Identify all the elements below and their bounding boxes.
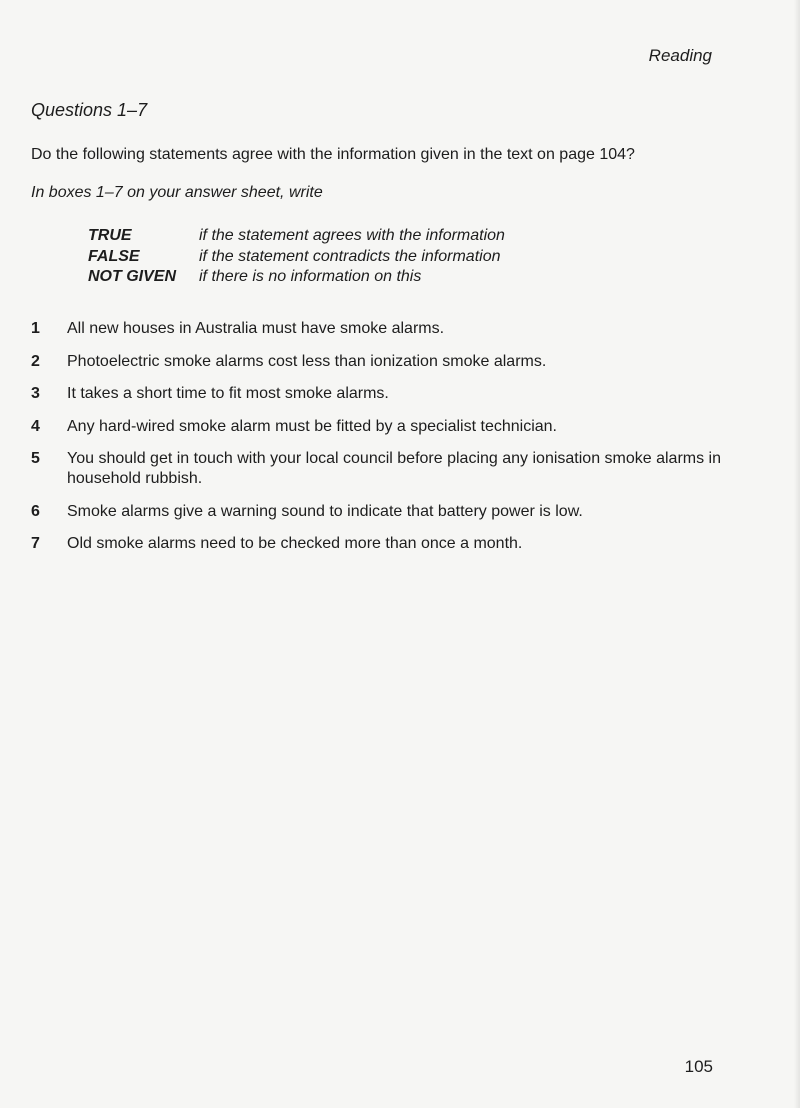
key-meaning: if the statement agrees with the information	[199, 227, 505, 244]
statement-text: Photoelectric smoke alarms cost less than ionization smoke alarms.	[67, 352, 547, 370]
answer-sheet-instruction: In boxes 1–7 on your answer sheet, write	[31, 184, 323, 201]
statement-item	[31, 417, 721, 437]
key-term: FALSE	[88, 247, 140, 265]
statement-number: 6	[31, 502, 40, 520]
statement-item	[31, 384, 721, 404]
statement-text: Old smoke alarms need to be checked more than once a month.	[67, 535, 523, 552]
questions-heading: Questions 1–7	[31, 100, 148, 120]
statement-number: 1	[31, 320, 40, 337]
section-header: Reading	[648, 46, 712, 65]
key-row-true	[88, 226, 505, 247]
key-term: TRUE	[88, 227, 132, 244]
page-number: 105	[684, 1057, 713, 1076]
page-edge-shadow	[794, 0, 800, 1108]
statement-text: Smoke alarms give a warning sound to indicate that battery power is low.	[67, 502, 583, 520]
key-meaning: if there is no information on this	[199, 268, 422, 285]
statement-text: It takes a short time to fit most smoke alarms.	[67, 385, 389, 402]
key-row-not-given	[88, 267, 505, 288]
statement-number: 7	[31, 535, 40, 552]
statement-number: 3	[31, 385, 40, 402]
statement-item	[31, 502, 721, 522]
statement-number: 4	[31, 417, 40, 435]
statement-number: 5	[31, 450, 40, 467]
statement-item	[31, 534, 721, 554]
instruction-text: Do the following statements agree with the information given in the text on page 104?	[31, 146, 635, 163]
answer-key-table	[88, 226, 505, 288]
key-meaning: if the statement contradicts the information	[199, 247, 501, 265]
statement-text: Any hard-wired smoke alarm must be fitted by a specialist technician.	[67, 417, 557, 435]
statement-text: You should get in touch with your local council before placing any ionisation smoke alarms in household rubbish.	[67, 450, 722, 487]
statement-text: All new houses in Australia must have smoke alarms.	[67, 320, 445, 337]
statement-list	[31, 319, 721, 567]
key-row-false	[88, 247, 505, 268]
statement-item	[31, 352, 721, 372]
statement-item	[31, 319, 721, 339]
key-term: NOT GIVEN	[88, 268, 177, 285]
statement-item	[31, 449, 721, 489]
statement-number: 2	[31, 352, 40, 370]
